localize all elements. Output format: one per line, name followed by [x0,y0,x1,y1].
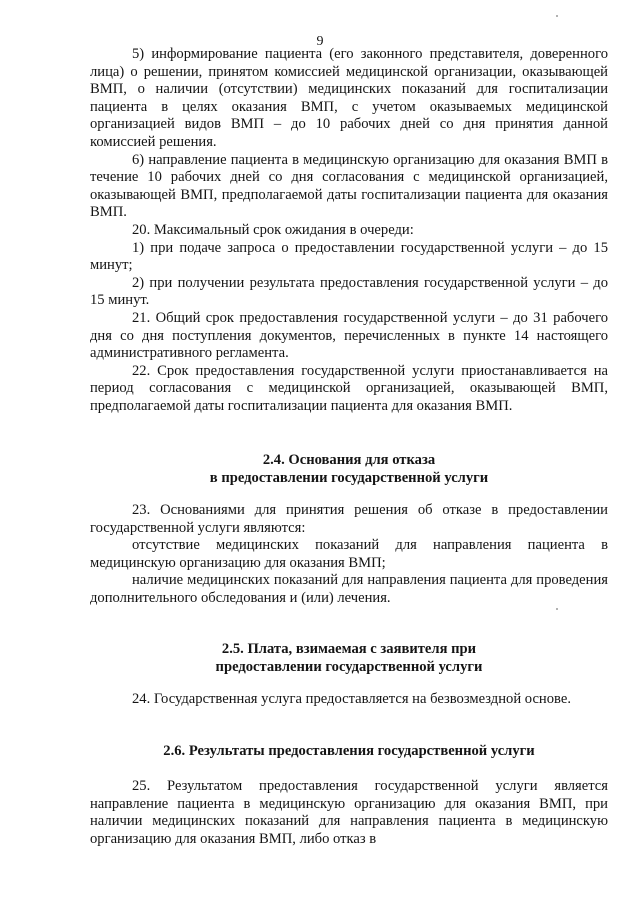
heading-line: в предоставлении государственной услуги [209,469,489,486]
paragraph: 25. Результатом предоставления государственной услуги является направление пациента в медицинскую организацию для оказания ВМП, при наличии медицинских показаний для направления пациента в медицинскую организацию для оказания ВМП, либо отказ в [90,778,608,847]
paragraph: 2) при получении результата предоставления государственной услуги – до 15 минут. [90,274,608,309]
section-heading-2-6 [90,743,608,761]
section-heading-2-5 [90,641,608,676]
text-block-2 [90,502,608,608]
heading-line: 2.5. Плата, взимаемая с заявителя при [221,641,477,657]
text-block-4 [90,778,608,848]
paragraph: отсутствие медицинских показаний для направления пациента в медицинскую организацию для оказания ВМП; [90,537,608,571]
paragraph: 21. Общий срок предоставления государственной услуги – до 31 рабочего дня со дня поступления документов, перечисленных в пункте 14 настоящего административного регламента. [90,309,608,362]
heading-line: 2.6. Результаты предоставления государственной услуги [163,743,535,759]
text-block-1 [90,46,608,415]
text-block-3 [90,691,608,709]
paragraph: 22. Срок предоставления государственной услуги приостанавливается на период согласования с медицинской организацией, оказывающей ВМП, предполагаемой даты госпитализации пациента для оказания ВМП. [90,362,608,414]
paragraph: 20. Максимальный срок ожидания в очереди: [132,221,414,238]
scan-speck [556,15,558,17]
section-heading-2-4 [90,452,608,487]
paragraph: 6) направление пациента в медицинскую организацию для оказания ВМП в течение 10 рабочих дней со дня согласования с медицинской организацией, оказывающей ВМП, предполагаемой даты госпитализации пациента для оказания ВМП. [90,151,608,221]
heading-line: предоставлении государственной услуги [215,658,483,675]
paragraph: 1) при подаче запроса о предоставлении государственной услуги – до 15 минут; [90,239,608,274]
paragraph: 5) информирование пациента (его законного представителя, доверенного лица) о решении, принятом комиссией медицинской организации, оказывающей ВМП, о наличии (отсутствии) медицинских показаний для госпитализации пациента в целях оказания ВМП, с учетом оказываемых медицинской организацией видов ВМП – до 10 рабочих дней со дня принятия данной комиссией решения. [90,46,608,150]
paragraph: 24. Государственная услуга предоставляется на безвозмездной основе. [132,691,571,707]
heading-line: 2.4. Основания для отказа [262,452,436,468]
paragraph: наличие медицинских показаний для направления пациента для проведения дополнительного обследования и (или) лечения. [90,572,608,606]
paragraph: 23. Основаниями для принятия решения об отказе в предоставлении государственной услуги являются: [90,502,608,536]
page-number: 9 [316,34,324,49]
scan-speck [556,608,558,610]
